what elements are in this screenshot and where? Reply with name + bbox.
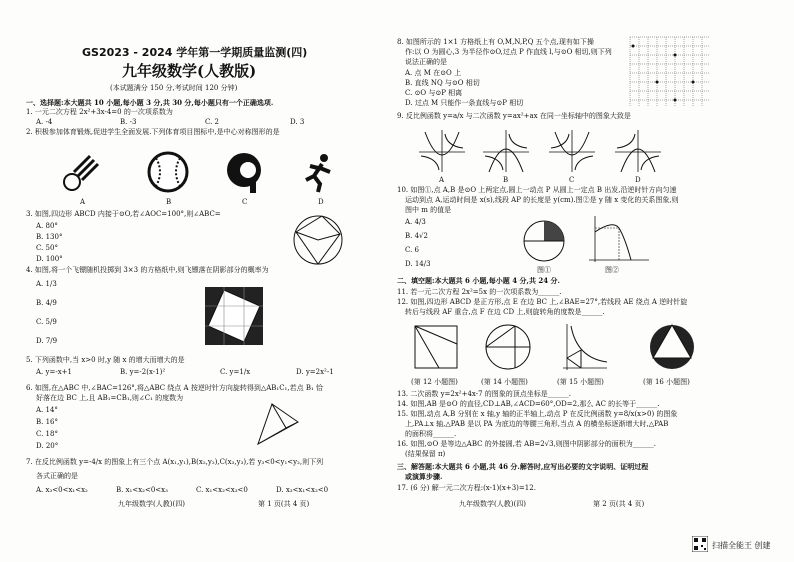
q9-graph-d	[613, 128, 663, 174]
q10-figure-1-label: 图①	[537, 266, 551, 274]
question-10-line-1: 10. 如图①,点 A,B 是⊙O 上两定点,圆上一动点 P 从圆上一定点 B 出发,沿逆时针方向匀速	[397, 186, 677, 194]
section-3-title-line-2: 或演算步骤.	[405, 472, 443, 481]
q7-option-b: B. x₁<x₂<0<x₃	[116, 486, 168, 494]
section-1-title: 一、选择题:本大题共 10 小题,每小题 3 分,共 30 分,每小题只有一个正确选项.	[26, 98, 274, 107]
q6-rotation-figure	[252, 400, 302, 448]
question-9: 9. 反比例函数 y=a/x 与二次函数 y=ax²+ax 在同一坐标轴中的图象大致是	[397, 112, 631, 120]
q9-label-d: D	[635, 176, 641, 184]
footer-right-name: 九年级数学(人教)(四)	[459, 500, 526, 508]
q6-option-c: C. 18°	[36, 430, 58, 438]
q9-graph-b	[481, 128, 531, 174]
q9-graph-a	[417, 128, 467, 174]
q10-option-b: B. 4√2	[405, 232, 428, 240]
question-15-line-3: 的面积将______.	[405, 430, 457, 438]
q12-square-figure	[411, 322, 461, 372]
q10-option-a: A. 4/3	[405, 218, 426, 226]
exam-code-title: GS2023 - 2024 学年第一学期质量监测(四)	[82, 46, 308, 59]
question-14: 14. 如图,AB 是⊙O 的直径,CD⊥AB,∠ACD=60°,OD=2,那么 AC 的长等于______.	[397, 400, 660, 408]
q1-option-a: A. -4	[36, 118, 53, 126]
question-13: 13. 二次函数 y=2x²+4x-7 的图象的顶点坐标是______.	[397, 390, 572, 398]
q2-label-b: B	[166, 198, 172, 206]
q7-option-a: A. x₃<0<x₁<x₂	[36, 486, 88, 494]
caption-q12: (第 12 小题图)	[411, 378, 458, 386]
caption-q14: (第 14 小题图)	[481, 378, 528, 386]
q8-option-c: C. ⊙O 与⊙P 相离	[405, 89, 463, 97]
q2-icon-table-tennis	[222, 150, 266, 194]
q6-option-a: A. 14°	[36, 406, 58, 414]
q7-option-d: D. x₃<x₁<x₂<0	[276, 486, 329, 494]
q2-label-a: A	[80, 198, 86, 206]
exam-note: (本试题满分 150 分,考试时间 120 分钟)	[110, 84, 238, 92]
q8-grid-figure	[629, 36, 711, 108]
q8-option-b: B. 直线 NQ 与⊙O 相切	[405, 79, 480, 87]
question-10-line-2: 运动到点 A,运动时间是 x(s),线段 AP 的长度是 y(cm).图②是 y 随 x 变化的关系图象,则	[405, 196, 679, 204]
q2-label-c: C	[242, 198, 248, 206]
q10-figure-2	[585, 214, 651, 264]
q3-circle-figure	[288, 212, 348, 268]
q2-label-d: D	[318, 198, 324, 206]
q8-option-a: A. 点 M 在⊙O 上	[405, 69, 461, 77]
q2-icon-badminton	[60, 152, 104, 196]
q2-icon-baseball	[146, 150, 190, 194]
question-15-line-2: 上,PA⊥x 轴,△PAB 是以 PA 为底边的等腰三角形,当点 A 的横坐标逐渐增大时,△PAB	[405, 420, 669, 428]
q2-icon-runner	[298, 150, 342, 194]
q8-option-d: D. 过点 M 只能作一条直线与⊙P 相切	[405, 99, 524, 107]
section-2-title: 二、填空题:本大题共 6 小题,每小题 4 分,共 24 分.	[397, 276, 560, 285]
question-17: 17. (6 分) 解一元二次方程:(x-1)(x+3)=12.	[397, 484, 536, 492]
q4-grid-figure	[204, 286, 264, 346]
question-1: 1. 一元二次方程 2x²+3x-4=0 的一次项系数为	[26, 108, 173, 116]
q9-graph-c	[547, 128, 597, 174]
question-8-line-3: 说法正确的是	[405, 58, 447, 66]
q3-option-b: B. 130°	[36, 233, 63, 241]
page-right	[397, 0, 794, 562]
q9-label-a: A	[439, 176, 445, 184]
footer-left-name: 九年级数学(人教)(四)	[118, 500, 185, 508]
question-10-line-3: 图中 m 的值是	[405, 206, 452, 214]
question-8-line-2: 作:以 O 为圆心,3 为半径作⊙O,过点 P 作直线 l,与⊙O 相切,则下列	[405, 48, 612, 56]
question-4: 4. 如图,将一个飞镖随机投掷到 3×3 的方格纸中,则飞镖落在阴影部分的概率为	[26, 266, 269, 274]
q3-option-d: D. 100°	[36, 255, 63, 263]
q5-option-c: C. y=1/x	[220, 368, 251, 376]
q1-option-d: D. 3	[290, 118, 305, 126]
q9-label-c: C	[569, 176, 575, 184]
q4-option-c: C. 5/9	[36, 318, 57, 326]
section-3-title-line-1: 三、解答题:本大题共 6 小题,共 46 分.解答时,应写出必要的文字说明、证明过程	[397, 462, 649, 471]
scanner-watermark: 扫描全能王 创建	[712, 541, 771, 550]
q5-option-b: B. y=-2(x-1)²	[120, 368, 166, 376]
question-6-line-1: 6. 如图,在△ABC 中,∠BAC=126°,将△ABC 绕点 A 按逆时针方向旋转得到△AB₁C₁,若点 B₁ 恰	[26, 384, 323, 392]
q10-figure-2-label: 图②	[605, 266, 619, 274]
q1-option-c: C. 2	[205, 118, 220, 126]
question-15-line-1: 15. 如图,动点 A,B 分别在 x 轴,y 轴的正半轴上,动点 P 在反比例函数 y=8/x(x>0) 的图象	[397, 410, 678, 418]
question-16-line-2: (结果保留 π)	[405, 450, 446, 458]
q10-option-d: D. 14/3	[405, 260, 431, 268]
question-6-line-2: 好落在边 BC 上,且 AB₁=CB₁,则∠C₁ 的度数为	[36, 394, 184, 402]
q10-figure-1	[519, 216, 569, 266]
q1-option-b: B. -3	[120, 118, 137, 126]
caption-q15: (第 15 小题图)	[557, 378, 604, 386]
q16-circle-triangle-figure	[647, 322, 697, 372]
qr-code-icon	[692, 536, 708, 552]
question-16-line-1: 16. 如图,⊙O 是等边△ABC 的外接圆,若 AB=2√3,则图中阴影部分的面积为______.	[397, 440, 657, 448]
question-7-line-2: 各式正确的是	[36, 472, 78, 480]
q4-option-d: D. 7/9	[36, 337, 58, 345]
question-11: 11. 若一元二次方程 2x²=5x 的一次项系数为______.	[397, 288, 562, 296]
q7-option-c: C. x₁<x₂<x₃<0	[196, 486, 248, 494]
question-12-line-1: 12. 如图,四边形 ABCD 是正方形,点 E 在边 BC 上,∠BAE=27°,若线段 AE 绕点 A 逆时针旋	[397, 298, 688, 306]
q14-circle-figure	[483, 322, 533, 372]
question-5: 5. 下列函数中,当 x>0 时,y 随 x 的增大而增大的是	[26, 356, 185, 364]
question-12-line-2: 转后与线段 AF 重合,点 F 在边 CD 上,则旋转角的度数是______.	[405, 308, 605, 316]
caption-q16: (第 16 小题图)	[643, 378, 690, 386]
q3-option-c: C. 50°	[36, 244, 58, 252]
footer-right-page: 第 2 页(共 4 页)	[593, 500, 645, 508]
q9-label-b: B	[503, 176, 509, 184]
q5-option-d: D. y=2x²-1	[296, 368, 334, 376]
q3-option-a: A. 80°	[36, 222, 58, 230]
footer-left-page: 第 1 页(共 4 页)	[258, 500, 310, 508]
q4-option-a: A. 1/3	[36, 280, 57, 288]
subject-title: 九年级数学(人教版)	[122, 62, 257, 80]
question-3: 3. 如图,四边形 ABCD 内接于⊙O,若∠AOC=100°,则∠ABC=	[26, 210, 221, 218]
q6-option-b: B. 16°	[36, 418, 59, 426]
q10-option-c: C. 6	[405, 246, 420, 254]
q6-option-d: D. 20°	[36, 442, 59, 450]
question-7-line-1: 7. 在反比例函数 y=-4/x 的图象上有三个点 A(x₁,y₁),B(x₂,y₂),C(x₃,y₃),若 y₃<0<y₁<y₂,则下列	[26, 458, 324, 466]
question-8-line-1: 8. 如图所示的 1×1 方格纸上有 O,M,N,P,Q 五个点,现有如下操	[397, 38, 594, 46]
q15-hyperbola-figure	[559, 322, 609, 372]
q4-option-b: B. 4/9	[36, 299, 57, 307]
q5-option-a: A. y=-x+1	[36, 368, 72, 376]
question-2: 2. 积极参加体育锻炼,促进学生全面发展.下列体育项目图标中,是中心对称图形的是	[26, 128, 280, 136]
